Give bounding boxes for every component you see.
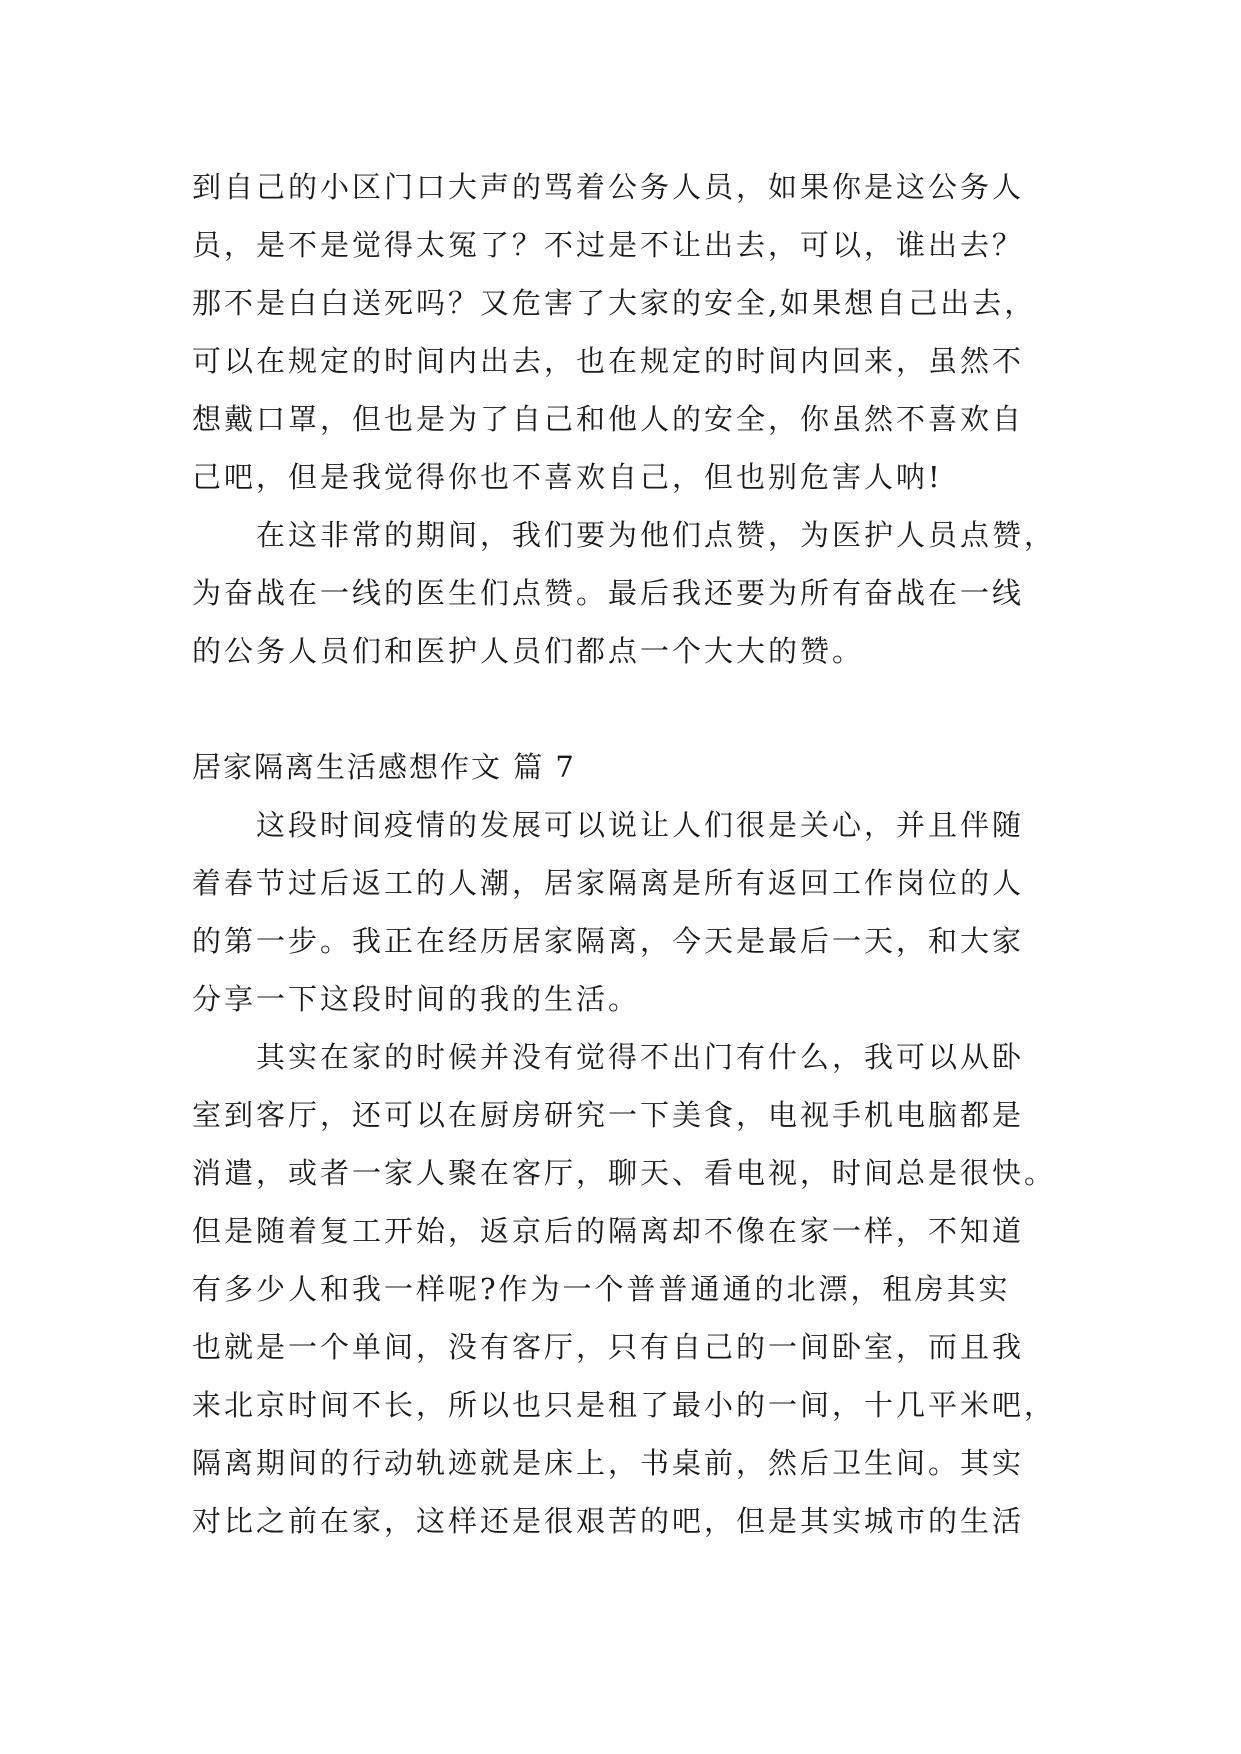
text-line: 分享一下这段时间的我的生活。 [192, 982, 641, 1016]
text-line: 员，是不是觉得太冤了？不过是不让出去，可以，谁出去？ [192, 228, 1025, 262]
text-line: 室到客厅，还可以在厨房研究一下美食，电视手机电脑都是 [192, 1098, 1025, 1132]
text-line: 可以在规定的时间内出去，也在规定的时间内回来，虽然不 [192, 344, 1025, 378]
paragraph-2 [192, 506, 1072, 680]
text-line: 也就是一个单间，没有客厅，只有自己的一间卧室，而且我 [192, 1330, 1025, 1364]
document-body [192, 158, 1072, 1550]
paragraph-1 [192, 158, 1072, 506]
text-line: 着春节过后返工的人潮，居家隔离是所有返回工作岗位的人 [192, 866, 1025, 900]
text-line: 但是随着复工开始，返京后的隔离却不像在家一样，不知道 [192, 1214, 1025, 1248]
text-line: 其实在家的时候并没有觉得不出门有什么，我可以从卧 [256, 1040, 1025, 1074]
text-line: 的公务人员们和医护人员们都点一个大大的赞。 [192, 634, 865, 668]
text-line: 来北京时间不长，所以也只是租了最小的一间，十几平米吧， [192, 1388, 1057, 1422]
text-line: 隔离期间的行动轨迹就是床上，书桌前，然后卫生间。其实 [192, 1446, 1025, 1480]
text-line: 的第一步。我正在经历居家隔离，今天是最后一天，和大家 [192, 924, 1025, 958]
text-line: 那不是白白送死吗？又危害了大家的安全,如果想自己出去， [192, 286, 1037, 320]
text-line: 想戴口罩，但也是为了自己和他人的安全，你虽然不喜欢自 [192, 402, 1025, 436]
text-line: 在这非常的期间，我们要为他们点赞，为医护人员点赞， [256, 518, 1057, 552]
section-heading: 居家隔离生活感想作文 篇 7 [192, 750, 576, 784]
paragraph-4 [192, 1028, 1072, 1550]
text-line: 己吧，但是我觉得你也不喜欢自己，但也别危害人呐! [192, 460, 943, 494]
text-line: 到自己的小区门口大声的骂着公务人员，如果你是这公务人 [192, 170, 1025, 204]
text-line: 为奋战在一线的医生们点赞。最后我还要为所有奋战在一线 [192, 576, 1025, 610]
text-line: 对比之前在家，这样还是很艰苦的吧，但是其实城市的生活 [192, 1504, 1025, 1538]
text-line: 这段时间疫情的发展可以说让人们很是关心，并且伴随 [256, 808, 1025, 842]
text-line: 有多少人和我一样呢?作为一个普普通通的北漂，租房其实 [192, 1272, 1011, 1306]
paragraph-3 [192, 796, 1072, 1028]
text-line: 消遣，或者一家人聚在客厅，聊天、看电视，时间总是很快。 [192, 1156, 1057, 1190]
section-gap [192, 680, 1072, 738]
